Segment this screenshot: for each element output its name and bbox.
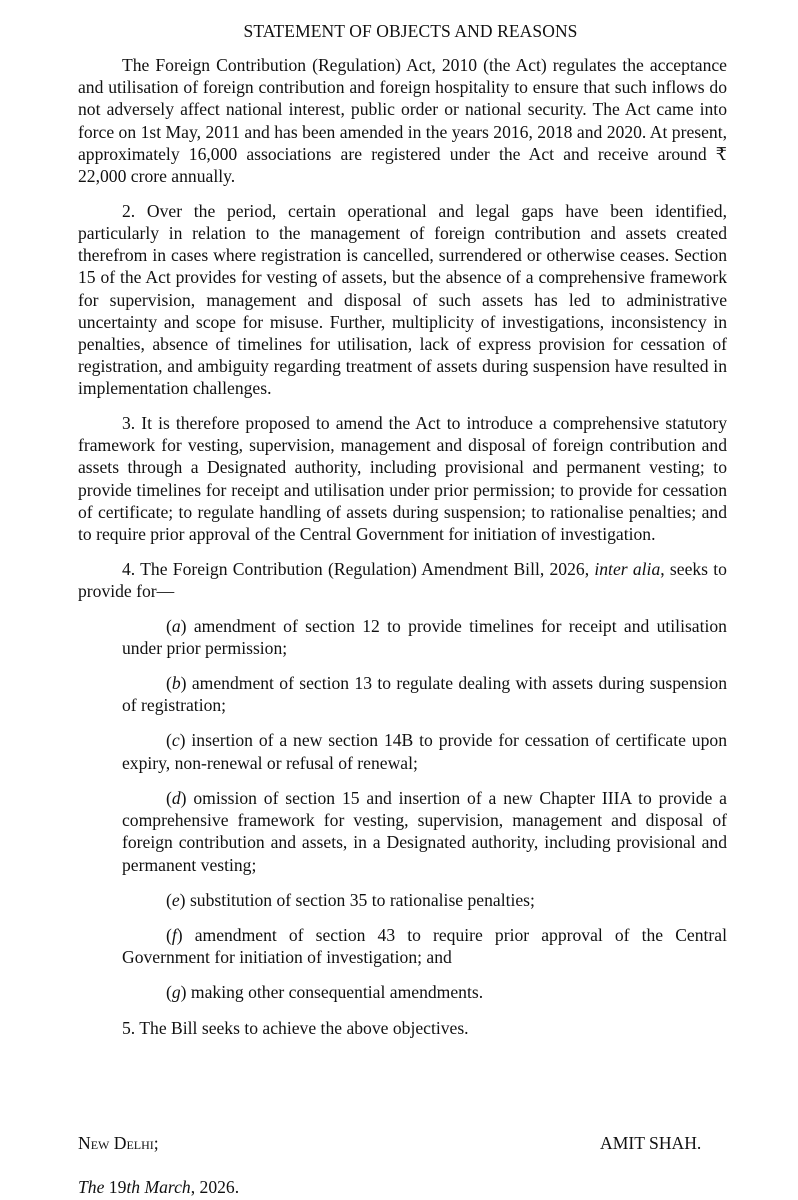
item-text: amendment of section 43 to require prior approval of the Central Government for initiation of investigation; and xyxy=(122,924,727,968)
document-title: STATEMENT OF OBJECTS AND REASONS xyxy=(243,21,578,41)
paragraph-3 xyxy=(78,412,727,545)
paragraph-4-italic: inter alia xyxy=(594,558,661,579)
item-label: (d) xyxy=(166,787,187,808)
paragraph-2-text: Over the period, certain operational and legal gaps have been identified, particularly in relation to the management of foreign contribution and assets created therefrom in cases where registration is cancelled, surrendered or otherwise ceases. Section 15 of the Act provides for vesting of assets, but the absence of a comprehensive framework for supervision, management and disposal of such assets has led to administrative uncertainty and scope for misuse. Further, multiplicity of investigations, inconsistency in penalties, absence of timelines for utilisation, lack of express provision for cessation of registration, and ambiguity regarding treatment of assets during suspension have resulted in implementation challenges. xyxy=(78,200,727,399)
paragraph-5-text: The Bill seeks to achieve the above objectives. xyxy=(139,1017,469,1038)
list-item-e xyxy=(122,889,727,911)
list-item-g xyxy=(122,981,727,1003)
item-label: (c) xyxy=(166,730,186,751)
paragraph-4 xyxy=(78,558,727,602)
document-page xyxy=(78,18,727,1051)
paragraph-number: 2. xyxy=(122,200,136,221)
list-item-f xyxy=(122,924,727,968)
item-label: (b) xyxy=(166,673,187,694)
list-item-c xyxy=(122,729,727,773)
item-label: (f) xyxy=(166,924,183,945)
item-label: (e) xyxy=(166,889,186,910)
item-label: (a) xyxy=(166,615,187,636)
signatory-name: AMIT SHAH. xyxy=(600,1133,702,1153)
paragraph-5 xyxy=(78,1017,727,1039)
paragraph-2 xyxy=(78,200,727,400)
paragraph-number: 3. xyxy=(122,413,136,434)
paragraph-3-text: It is therefore proposed to amend the Act to introduce a comprehensive statutory framework for vesting, supervision, management and disposal of foreign contribution and assets through a Designated authority, including provisional and permanent vesting; to provide timelines for receipt and utilisation under prior permission; to provide for cessation of certificate; to regulate handling of assets during suspension; to rationalise penalties; and to require prior approval of the Central Government for initiation of investigation. xyxy=(78,413,727,545)
item-text: substitution of section 35 to rationalise penalties; xyxy=(189,889,535,910)
item-text: amendment of section 13 to regulate dealing with assets during suspension of registration; xyxy=(122,673,727,716)
place-line: New Delhi; xyxy=(78,1133,159,1153)
paragraph-number: 4. xyxy=(122,558,136,579)
item-text: omission of section 15 and insertion of a new Chapter IIIA to provide a comprehensive framework for vesting, supervision, management and disposal of foreign contribution and assets, in a Designated authority, including provisional and permanent vesting; xyxy=(122,787,727,875)
list-item-b xyxy=(122,672,727,716)
paragraph-number: 5. xyxy=(122,1017,136,1038)
item-label: (g) xyxy=(166,982,187,1003)
paragraph-4-text-after: , seeks to provide for— xyxy=(78,558,727,601)
date-line: The 19th March, 2026. xyxy=(78,1177,240,1197)
paragraph-1 xyxy=(78,54,727,187)
paragraph-4-text-before: The Foreign Contribution (Regulation) Amendment Bill, 2026, xyxy=(140,558,595,579)
item-text: making other consequential amendments. xyxy=(190,982,484,1003)
list-item-d xyxy=(122,787,727,876)
paragraph-1-text: The Foreign Contribution (Regulation) Act, 2010 (the Act) regulates the acceptance and utilisation of foreign contribution and foreign hospitality to ensure that such inflows do not adversely affect national interest, public order or national security. The Act came into force on 1st May, 2011 and has been amended in the years 2016, 2018 and 2020. At present, approximately 16,000 associations are registered under the Act and receive around ₹ 22,000 crore annually. xyxy=(78,55,727,187)
item-text: insertion of a new section 14B to provide for cessation of certificate upon expiry, non-renewal or refusal of renewal; xyxy=(122,730,727,773)
item-text: amendment of section 12 to provide timelines for receipt and utilisation under prior permission; xyxy=(122,615,727,658)
list-item-a xyxy=(122,615,727,659)
